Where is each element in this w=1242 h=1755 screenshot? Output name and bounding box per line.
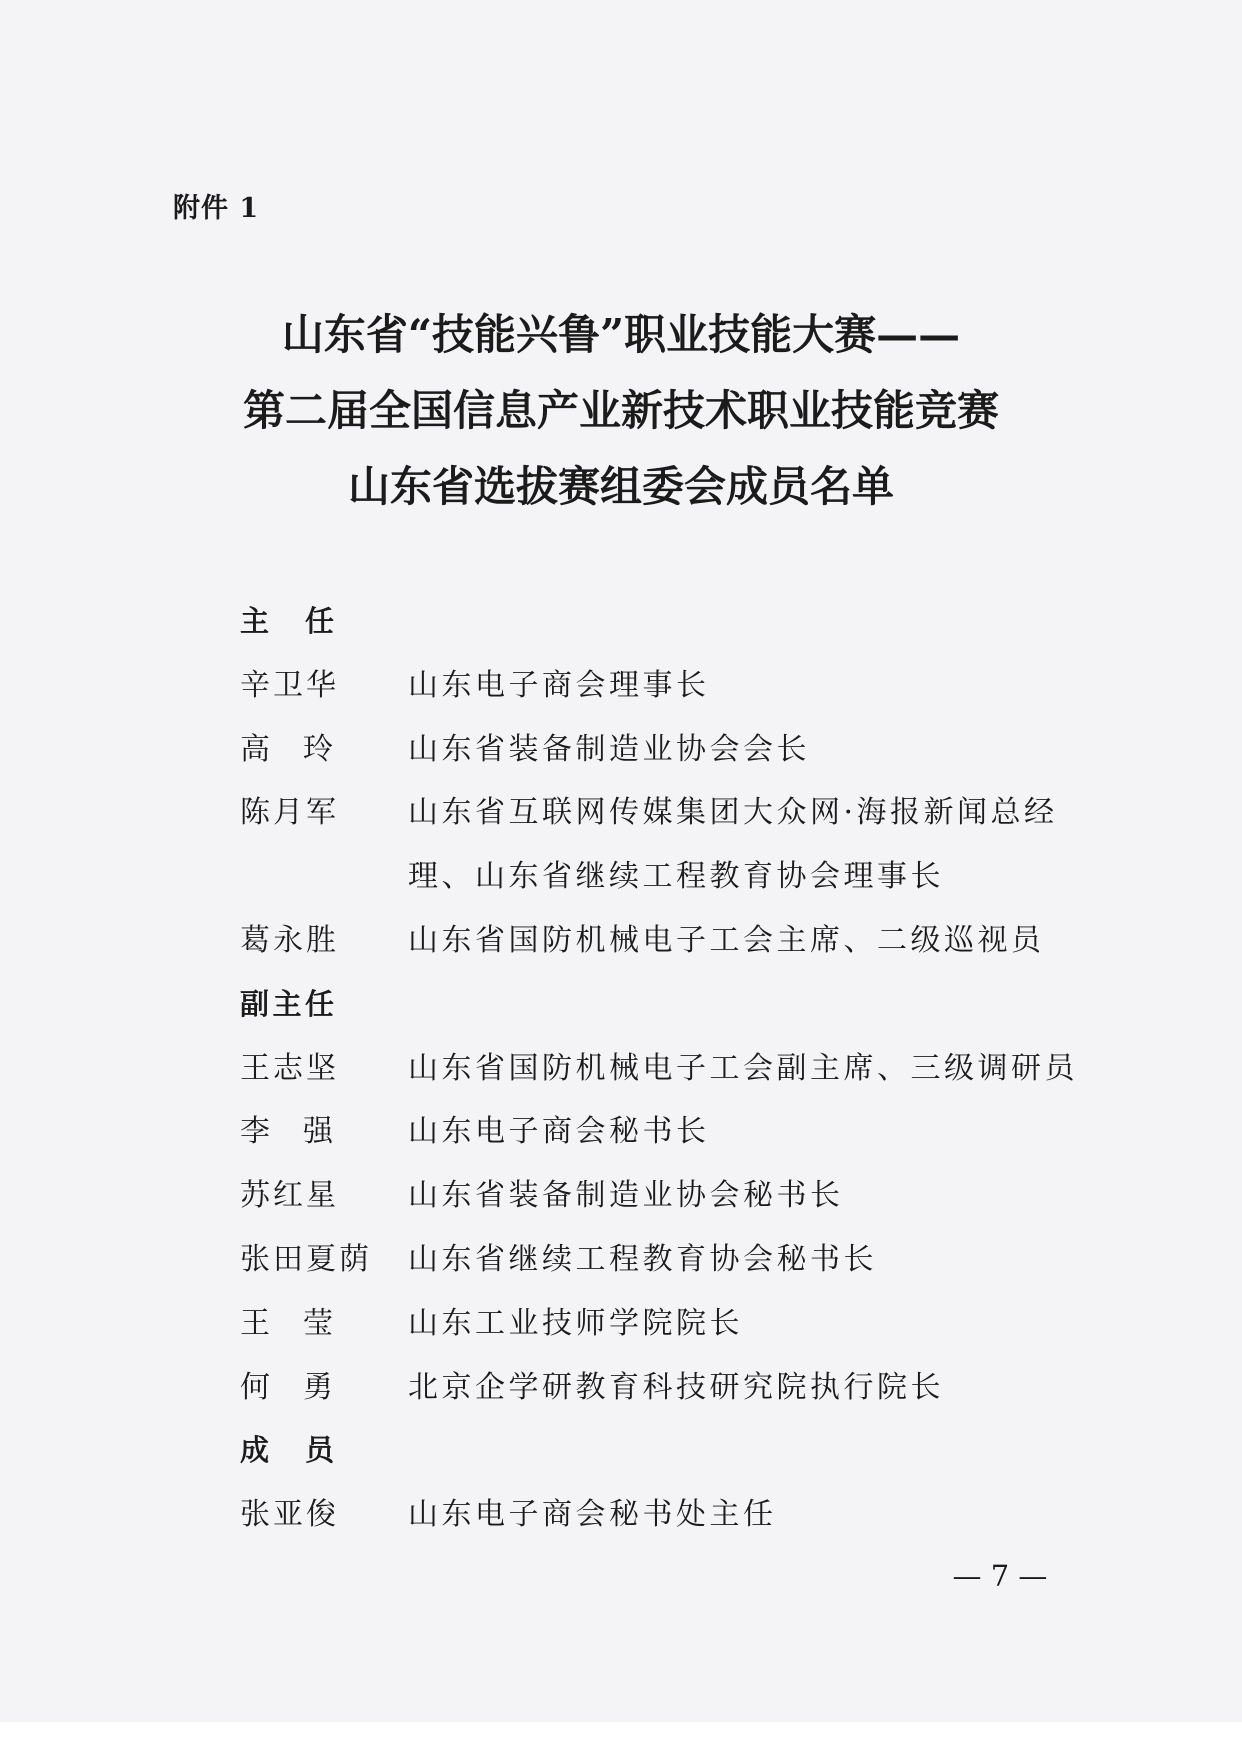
section-heading-members: 成 员: [240, 1433, 336, 1468]
member-name: 王志坚: [240, 1050, 339, 1086]
section-heading-deputy-director: 副主任: [240, 986, 336, 1021]
member-row: [240, 781, 1140, 845]
member-row: [240, 654, 1140, 718]
member-role: 山东省国防机械电子工会主席、二级巡视员: [408, 922, 1045, 958]
attachment-label: 附件 1: [173, 193, 260, 224]
member-role: 山东省装备制造业协会会长: [408, 731, 810, 767]
member-role: 山东工业技师学院院长: [408, 1305, 743, 1341]
member-row: [240, 909, 1140, 973]
member-role: 山东省国防机械电子工会副主席、三级调研员: [408, 1050, 1078, 1086]
member-row-continuation: [240, 845, 1140, 909]
member-row: [240, 1483, 1140, 1547]
member-name: 葛永胜: [240, 922, 339, 958]
section-heading-row: [240, 973, 1140, 1037]
title-line-2: 第二届全国信息产业新技术职业技能竞赛: [242, 386, 999, 435]
member-role: 山东省装备制造业协会秘书长: [408, 1178, 844, 1214]
member-row: [240, 1228, 1140, 1292]
scan-bottom-margin: [0, 1722, 1242, 1755]
member-name: 王 莹: [240, 1305, 336, 1341]
member-row: [240, 1100, 1140, 1164]
title-line-1: 山东省“技能兴鲁”职业技能大赛——: [281, 310, 961, 359]
member-role: 北京企学研教育科技研究院执行院长: [408, 1369, 944, 1405]
member-row: [240, 1164, 1140, 1228]
member-row: [240, 1037, 1140, 1101]
member-role-continued: 理、山东省继续工程教育协会理事长: [408, 859, 944, 895]
title-line-3: 山东省选拔赛组委会成员名单: [347, 462, 894, 511]
document-title: [0, 297, 1242, 525]
member-name: 苏红星: [240, 1178, 339, 1214]
section-heading-row: [240, 1419, 1140, 1483]
member-name: 张田夏荫: [240, 1241, 372, 1277]
section-heading-director: 主 任: [240, 604, 336, 638]
member-name: 高 玲: [240, 731, 336, 767]
member-row: [240, 1292, 1140, 1356]
member-name: 陈月军: [240, 795, 339, 831]
committee-member-list: [240, 590, 1140, 1547]
member-role: 山东省继续工程教育协会秘书长: [408, 1241, 877, 1277]
member-role: 山东省互联网传媒集团大众网·海报新闻总经: [408, 795, 1058, 831]
member-role: 山东电子商会秘书处主任: [408, 1497, 777, 1533]
member-role: 山东电子商会秘书长: [408, 1114, 710, 1150]
member-name: 何 勇: [240, 1369, 336, 1405]
member-row: [240, 1356, 1140, 1420]
member-row: [240, 718, 1140, 782]
section-heading-row: [240, 590, 1140, 654]
member-name: 张亚俊: [240, 1497, 339, 1533]
member-name: 李 强: [240, 1114, 336, 1150]
member-role: 山东电子商会理事长: [408, 667, 710, 703]
page-number: — 7 —: [952, 1559, 1048, 1593]
member-name: 辛卫华: [240, 667, 339, 703]
